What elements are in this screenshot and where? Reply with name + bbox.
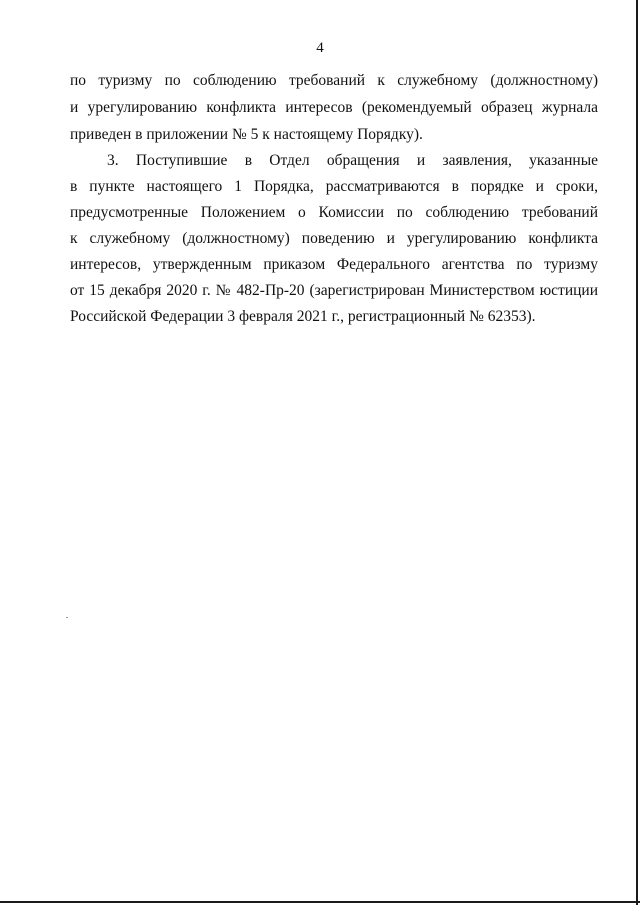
paragraph-2-line-4: к служебному (должностному) поведению и урегулированию конфликта: [70, 230, 598, 247]
paragraph-2-line-3: предусмотренные Положением о Комиссии по соблюдению требований: [70, 204, 598, 221]
paragraph-2-line-5: интересов, утвержденным приказом Федерального агентства по туризму: [70, 256, 598, 273]
paragraph-1-line-1: по туризму по соблюдению требований к служебному (должностному): [70, 72, 598, 89]
paragraph-1-line-3: приведен в приложении № 5 к настоящему Порядку).: [70, 126, 423, 143]
page-number: 4: [316, 40, 324, 56]
scan-speck: [66, 617, 68, 618]
paragraph-2-line-7: Российской Федерации 3 февраля 2021 г., регистрационный № 62353).: [70, 308, 536, 325]
paragraph-2-line-2: в пункте настоящего 1 Порядка, рассматриваются в порядке и сроки,: [70, 178, 598, 195]
paragraph-1-line-2: и урегулированию конфликта интересов (рекомендуемый образец журнала: [70, 99, 598, 116]
paragraph-2-line-6: от 15 декабря 2020 г. № 482-Пр-20 (зарегистрирован Министерством юстиции: [70, 282, 598, 299]
paragraph-2-line-1: 3. Поступившие в Отдел обращения и заявления, указанные: [107, 152, 598, 169]
scan-edge-right: [636, 0, 638, 905]
scan-edge-bottom: [0, 901, 640, 903]
